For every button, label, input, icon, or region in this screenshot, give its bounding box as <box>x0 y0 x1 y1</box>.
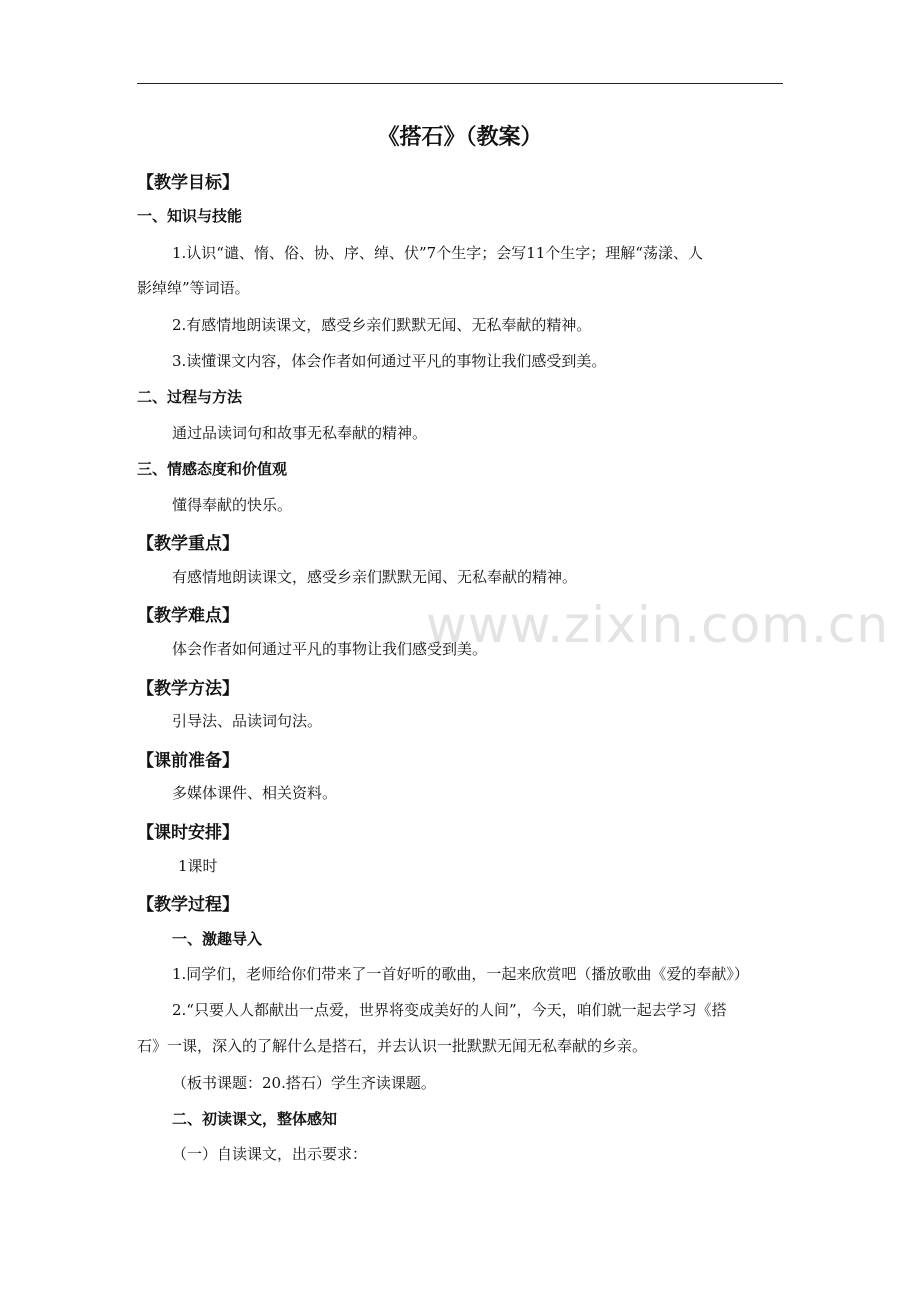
paragraph-line: 体会作者如何通过平凡的事物让我们感受到美。 <box>172 640 488 658</box>
section-preparation: 【课前准备】 <box>137 751 239 771</box>
section-teaching-process: 【教学过程】 <box>137 895 239 915</box>
paragraph-line: 石》一课，深入的了解什么是搭石，并去认识一批默默无闻无私奉献的乡亲。 <box>137 1037 648 1055</box>
subheading-intro: 一、激趣导入 <box>172 930 263 948</box>
section-difficulties: 【教学难点】 <box>137 606 239 626</box>
section-schedule: 【课时安排】 <box>137 823 239 843</box>
paragraph-line: （一）自读课文，出示要求： <box>172 1145 368 1163</box>
paragraph-line: 1.认识“谴、惰、俗、协、序、绰、伏”7个生字；会写11个生字；理解“荡漾、人 <box>172 244 703 262</box>
section-teaching-goals: 【教学目标】 <box>137 173 239 193</box>
paragraph-line: 有感情地朗读课文，感受乡亲们默默无闻、无私奉献的精神。 <box>172 568 578 586</box>
section-key-points: 【教学重点】 <box>137 534 239 554</box>
subheading-first-reading: 二、初读课文，整体感知 <box>172 1110 338 1128</box>
paragraph-line: 引导法、品读词句法。 <box>172 712 323 730</box>
paragraph-line: 3.读懂课文内容，体会作者如何通过平凡的事物让我们感受到美。 <box>172 352 607 370</box>
paragraph-line: 2.“只要人人都献出一点爱，世界将变成美好的人间”，今天，咱们就一起去学习《搭 <box>172 1001 727 1019</box>
paragraph-line: 2.有感情地朗读课文，感受乡亲们默默无闻、无私奉献的精神。 <box>172 316 592 334</box>
watermark: www.zixin.com.cn <box>426 596 890 654</box>
paragraph-line: 多媒体课件、相关资料。 <box>172 784 338 802</box>
paragraph-line: （板书课题：20.搭石）学生齐读课题。 <box>172 1074 436 1092</box>
section-methods: 【教学方法】 <box>137 679 239 699</box>
subheading-attitude-values: 三、情感态度和价值观 <box>137 460 288 478</box>
document-title: 《搭石》（教案） <box>377 125 543 150</box>
paragraph-line: 影绰绰”等词语。 <box>137 279 250 297</box>
paragraph-line: 懂得奉献的快乐。 <box>172 496 293 514</box>
paragraph-line: 1.同学们，老师给你们带来了一首好听的歌曲，一起来欣赏吧（播放歌曲《爱的奉献》） <box>172 965 749 983</box>
header-rule <box>137 83 783 84</box>
paragraph-line: 1课时 <box>178 857 218 875</box>
paragraph-line: 通过品读词句和故事无私奉献的精神。 <box>172 424 428 442</box>
subheading-knowledge-skills: 一、知识与技能 <box>137 207 243 225</box>
subheading-process-method: 二、过程与方法 <box>137 388 243 406</box>
